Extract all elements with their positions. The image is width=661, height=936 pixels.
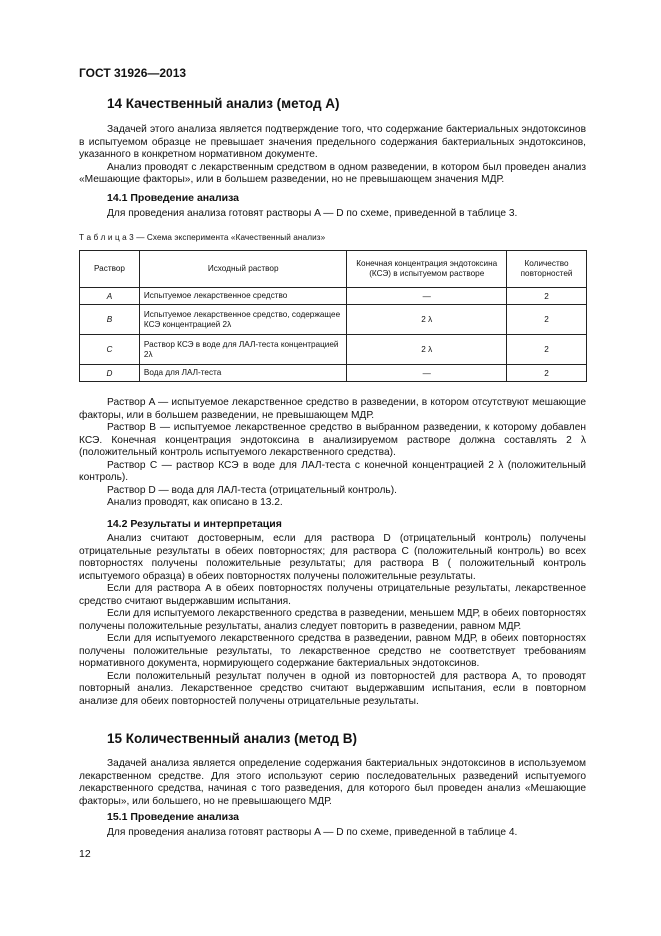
section-15-title: 15 Количественный анализ (метод B) (107, 731, 357, 746)
table-cell: Испытуемое лекарственное средство (139, 288, 346, 305)
table-header: Конечная концентрация эндотоксина (КСЭ) в испытуемом растворе (347, 251, 507, 288)
paragraph: Если для испытуемого лекарственного средства в разведении, меньшем МДР, в обеих повторностях получены положительные результаты, анализ следует повторить в разведении, равном МДР. (79, 608, 586, 632)
subsection-14-2-text (79, 533, 586, 708)
table-cell: Испытуемое лекарственное средство, содержащее КСЭ концентрацией 2λ (139, 305, 346, 335)
subsection-15-1-text (79, 827, 586, 840)
subsection-14-1-text (79, 208, 586, 221)
table-cell: A (80, 288, 140, 305)
subsection-15-1-title: 15.1 Проведение анализа (107, 811, 240, 823)
paragraph: Раствор A — испытуемое лекарственное средство в разведении, в котором отсутствуют мешающие факторы, или в большем разведении, не превышающем МДР. (79, 397, 586, 421)
solutions-description (79, 397, 586, 510)
paragraph: Раствор D — вода для ЛАЛ-теста (отрицательный контроль). (107, 484, 397, 496)
table-row (80, 288, 587, 305)
table-header: Раствор (80, 251, 140, 288)
table-cell: 2 λ (347, 335, 507, 365)
table-cell: 2 λ (347, 305, 507, 335)
table-cell: Вода для ЛАЛ-теста (139, 365, 346, 382)
section-15-intro (79, 758, 586, 808)
table-cell: B (80, 305, 140, 335)
paragraph: Если для раствора A в обеих повторностях получены отрицательные результаты, лекарственное средство считают выдержавшим испытания. (79, 583, 586, 607)
table-row (80, 365, 587, 382)
table-cell: 2 (507, 305, 587, 335)
table-row (80, 335, 587, 365)
paragraph: Для проведения анализа готовят растворы A — D по схеме, приведенной в таблице 4. (107, 827, 518, 838)
subsection-14-2-title: 14.2 Результаты и интерпретация (107, 518, 282, 530)
table-caption: Т а б л и ц а 3 — Схема эксперимента «Качественный анализ» (79, 233, 326, 242)
paragraph: Раствор B — испытуемое лекарственное средство в выбранном разведении, к которому добавлен КСЭ. Конечная концентрация эндотоксина в анализируемом растворе должна составлять 2 λ (положительный контроль испытуемого лекарственного средства). (79, 422, 586, 458)
table-cell: 2 (507, 335, 587, 365)
table-cell: 2 (507, 365, 587, 382)
paragraph: Раствор C — раствор КСЭ в воде для ЛАЛ-теста с конечной концентрацией 2 λ (положительный контроль). (79, 459, 586, 483)
table-header: Исходный раствор (139, 251, 346, 288)
paragraph: Для проведения анализа готовят растворы A — D по схеме, приведенной в таблице 3. (107, 208, 518, 219)
experiment-table (79, 250, 587, 382)
paragraph: Если положительный результат получен в одной из повторностей для раствора A, то проводят повторный анализ. Лекарственное средство считают выдержавшим испытания, если в повторном анализе для обеих повторностей получены отрицательные результаты. (79, 670, 586, 707)
paragraph: Анализ проводят с лекарственным средством в одном разведении, в котором был проведен анализ «Мешающие факторы», или в большем разведении, но не превышающем значения МДР. (79, 161, 586, 185)
table-header-row (80, 251, 587, 288)
table-header: Количество повторностей (507, 251, 587, 288)
paragraph: Задачей этого анализа является подтверждение того, что содержание бактериальных эндотоксинов в испытуемом образце не превышает значения предельного содержания бактериальных эндотоксинов, указанного в конкретном нормативном документе. (79, 124, 586, 160)
paragraph: Анализ считают достоверным, если для раствора D (отрицательный контроль) получены отрицательные результаты в обеих повторностях; для раствора C (положительный контроль) во всех повторностях получены положительные результаты; для раствора B ( положительный контроль испытуемого образца) в обеих повторностях получены положительные результаты. (79, 533, 586, 582)
paragraph: Задачей анализа является определение содержания бактериальных эндотоксинов в используемом лекарственном средстве. Для этого используют серию последовательных разведений испытуемого лекарственного средства, начиная с того разведения, для которого был проведен анализ «Мешающие факторы», или большего, но не превышающего МДР. (79, 758, 586, 807)
table-row (80, 305, 587, 335)
page-number: 12 (79, 848, 91, 860)
paragraph: Если для испытуемого лекарственного средства в разведении, равном МДР, в обеих повторностях получены положительные результаты, то лекарственное средство не соответствует требованиям нормативного документа, нормирующего содержание бактериальных эндотоксинов. (79, 633, 586, 669)
standard-header: ГОСТ 31926—2013 (79, 66, 187, 80)
paragraph: Анализ проводят, как описано в 13.2. (107, 497, 283, 508)
table-cell: Раствор КСЭ в воде для ЛАЛ-теста концентрацией 2λ (139, 335, 346, 365)
table-cell: C (80, 335, 140, 365)
subsection-14-1-title: 14.1 Проведение анализа (107, 192, 240, 204)
table-cell: D (80, 365, 140, 382)
section-14-intro (79, 124, 586, 187)
section-14-title: 14 Качественный анализ (метод A) (107, 96, 340, 111)
table-cell: 2 (507, 288, 587, 305)
table-cell: — (347, 288, 507, 305)
table-cell: — (347, 365, 507, 382)
